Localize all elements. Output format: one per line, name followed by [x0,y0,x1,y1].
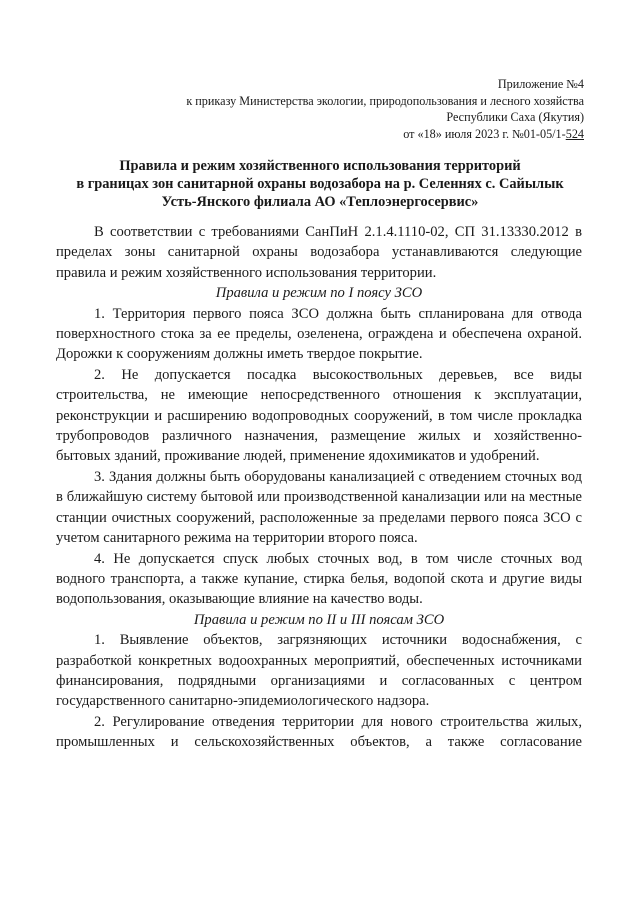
section-heading-zone-1: Правила и режим по I поясу ЗСО [215,285,423,302]
zone23-rule-1: 1. Выявление объектов, загрязняющих источники водоснабжения, с разработкой конкретных водоохранных мероприятий, обеспеченных источниками финансирования, подрядными организациями и согласованных с центром государственного санитарно-эпидемиологического надзора. [56,632,582,710]
appendix-order-ref: к приказу Министерства экологии, природопользования и лесного хозяйства [186,93,584,108]
zone1-rule-4: 4. Не допускается спуск любых сточных вод, в том числе сточных вод водного транспорта, а также купание, стирка белья, водопой скота и другие виды водопользования, оказывающие влияние на качество воды. [56,550,582,608]
appendix-title: Приложение №4 [497,77,584,91]
zone1-rule-2: 2. Не допускается посадка высокоствольных деревьев, все виды строительства, не имеющие непосредственного отношения к эксплуатации, реконструкции и расширению водопроводных сооружений, в том числе прокладка трубопроводов различного назначения, размещение жилых и хозяйственно-бытовых зданий, проживание людей, применение ядохимикатов и удобрений. [56,366,582,465]
title-line-3: Усть-Янского филиала АО «Теплоэнергосервис» [161,194,479,210]
appendix-order-date [186,126,584,143]
section-heading-zone-2-3: Правила и режим по II и III поясам ЗСО [193,611,445,628]
appendix-republic: Республики Саха (Якутия) [446,110,584,124]
appendix-order-number: 524 [565,126,584,141]
intro-paragraph: В соответствии с требованиями СанПиН 2.1.4.1110-02, СП 31.13330.2012 в пределах зоны санитарной охраны водозабора устанавливаются следующие правила и режим хозяйственного использования территории. [56,224,582,281]
zone1-rule-1: 1. Территория первого пояса ЗСО должна быть спланирована для отвода поверхностного стока за ее пределы, озеленена, ограждена и обеспечена охраной. Дорожки к сооружениям должны иметь твердое покрытие. [56,305,582,363]
appendix-order-date-text: от «18» июля 2023 г. №01-05/1- [403,126,566,141]
title-line-2: в границах зон санитарной охраны водозабора на р. Селеннях с. Сайылык [76,176,564,192]
document-title [56,157,584,211]
document-body [56,222,582,753]
zone23-rule-2: 2. Регулирование отведения территории для нового строительства жилых, промышленных и сельскохозяйственных объектов, а также согласование [56,713,582,751]
appendix-header [186,76,584,142]
title-line-1: Правила и режим хозяйственного использования территорий [119,158,521,174]
zone1-rule-3: 3. Здания должны быть оборудованы канализацией с отведением сточных вод в ближайшую систему бытовой или производственной канализации или на местные станции очистных сооружений, расположенные за пределами первого пояса ЗСО с учетом санитарного режима на территории второго пояса. [56,468,582,547]
